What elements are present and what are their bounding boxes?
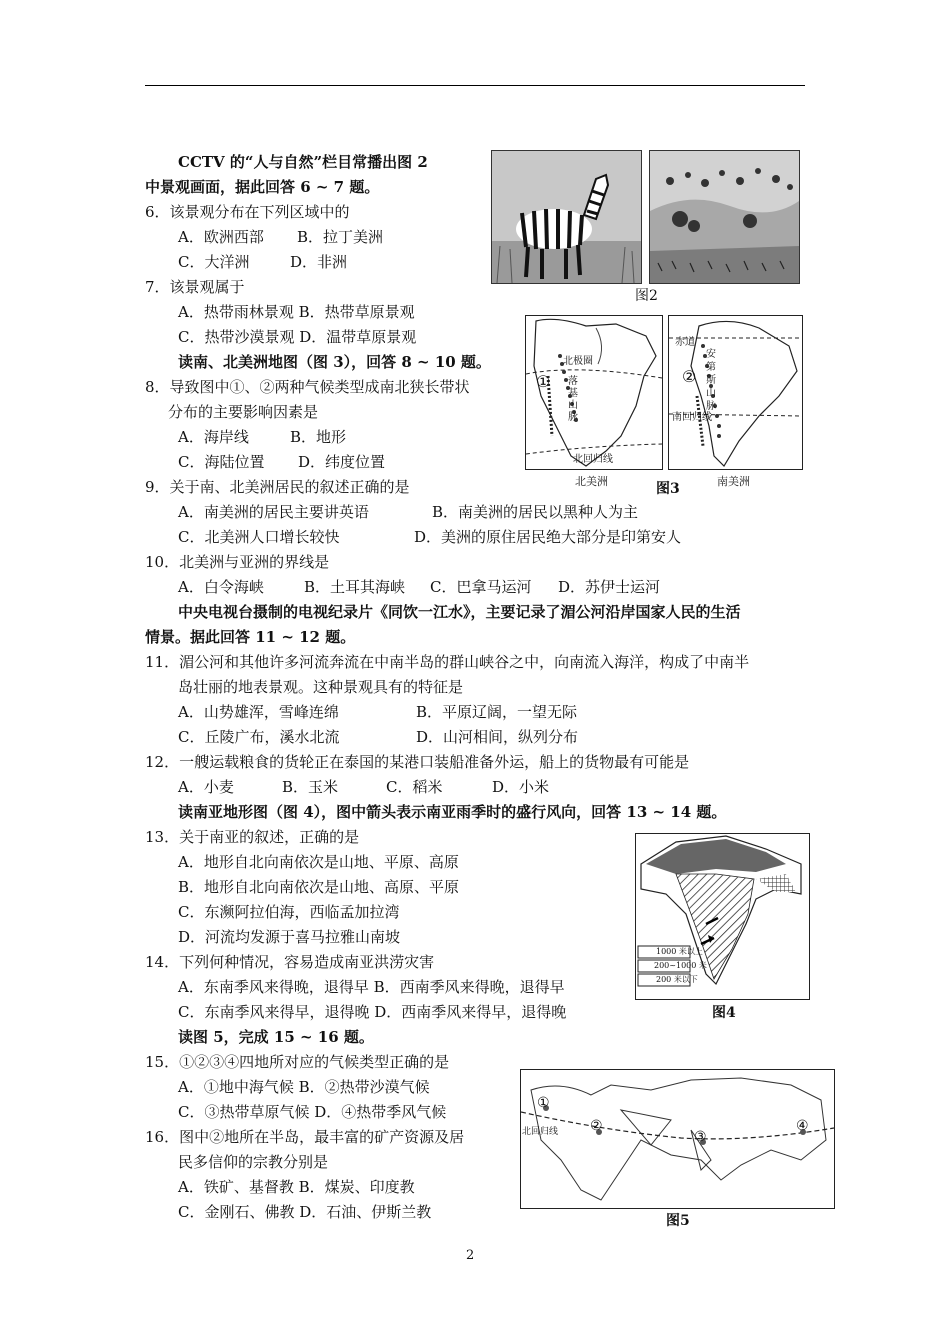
options-7ab: A．热带雨林景观 B．热带草原景观	[178, 303, 415, 321]
option-11b: B．平原辽阔，一望无际	[416, 703, 578, 721]
options-14ab: A．东南季风来得晚，退得早 B．西南季风来得晚，退得早	[178, 978, 565, 996]
legend-200-1000: 200~1000 米	[654, 961, 707, 970]
fig5-marker-3: ③	[694, 1129, 707, 1145]
question-6: 6．该景观分布在下列区域中的	[145, 203, 350, 221]
option-13d: D．河流均发源于喜马拉雅山南坡	[178, 928, 401, 946]
intro-q11-12: 中央电视台摄制的电视纪录片《同饮一江水》，主要记录了湄公河沿岸国家人民的生活	[178, 603, 741, 621]
arctic-circle-label: 北极圈	[563, 356, 593, 367]
options-15ab: A．①地中海气候 B．②热带沙漠气候	[178, 1078, 430, 1096]
question-16-cont: 民多信仰的宗教分别是	[178, 1153, 329, 1171]
question-8: 8．导致图中①、②两种气候类型成南北狭长带状	[145, 378, 470, 396]
marker-1-na: ①	[536, 372, 551, 391]
option-6b: B．拉丁美洲	[297, 228, 384, 246]
question-11: 11．湄公河和其他许多河流奔流在中南半岛的群山峡谷之中，向南流入海洋，构成了中南半	[145, 653, 750, 671]
option-13c: C．东濒阿拉伯海，西临孟加拉湾	[178, 903, 400, 921]
option-10a: A．白令海峡	[178, 578, 264, 596]
fig5-marker-2: ②	[590, 1118, 603, 1134]
savanna-photo	[649, 150, 800, 284]
north-america-map	[525, 315, 663, 470]
intro-q6-7-cont: 中景观画面，据此回答 6 ~ 7 题。	[145, 178, 380, 196]
intro-q13-14: 读南亚地形图（图 4），图中箭头表示南亚雨季时的盛行风向，回答 13 ~ 14 题。	[178, 803, 727, 821]
option-13b: B．地形自北向南依次是山地、高原、平原	[178, 878, 460, 896]
option-10b: B．土耳其海峡	[304, 578, 406, 596]
question-13: 13．关于南亚的叙述，正确的是	[145, 828, 360, 846]
intro-q8-10: 读南、北美洲地图（图 3），回答 8 ~ 10 题。	[178, 353, 491, 371]
south-america-label: 南美洲	[717, 475, 750, 488]
question-16: 16．图中②地所在半岛，最丰富的矿产资源及居	[145, 1128, 465, 1146]
figure-5-caption: 图5	[666, 1213, 690, 1229]
options-16cd: C．金刚石、佛教 D．石油、伊斯兰教	[178, 1203, 432, 1221]
option-6c: C．大洋洲	[178, 253, 250, 271]
question-15: 15．①②③④四地所对应的气候类型正确的是	[145, 1053, 450, 1071]
question-14: 14．下列何种情况，容易造成南亚洪涝灾害	[145, 953, 435, 971]
page-number: 2	[466, 1248, 475, 1263]
equator-label: 赤道	[675, 337, 695, 348]
options-7cd: C．热带沙漠景观 D．温带草原景观	[178, 328, 417, 346]
fig5-tropic-label: 北回归线	[522, 1127, 559, 1137]
option-8c: C．海陆位置	[178, 453, 265, 471]
option-9a: A．南美洲的居民主要讲英语	[178, 503, 369, 521]
options-14cd: C．东南季风来得早，退得晚 D．西南季风来得早，退得晚	[178, 1003, 567, 1021]
option-8b: B．地形	[290, 428, 347, 446]
option-8a: A．海岸线	[178, 428, 249, 446]
legend-below-200: 200 米以下	[656, 975, 698, 984]
question-9: 9．关于南、北美洲居民的叙述正确的是	[145, 478, 410, 496]
option-12d: D．小米	[492, 778, 550, 796]
andes-label: 安第斯山脉	[706, 349, 716, 412]
question-11-cont: 岛壮丽的地表景观。这种景观具有的特征是	[178, 678, 464, 696]
fig5-marker-1: ①	[537, 1095, 550, 1111]
option-8d: D．纬度位置	[298, 453, 386, 471]
question-10: 10．北美洲与亚洲的界线是	[145, 553, 330, 571]
option-6a: A．欧洲西部	[178, 228, 264, 246]
marker-2-sa: ②	[682, 367, 697, 386]
option-12a: A．小麦	[178, 778, 234, 796]
option-6d: D．非洲	[290, 253, 348, 271]
option-9b: B．南美洲的居民以黑种人为主	[432, 503, 639, 521]
header-rule	[145, 85, 805, 86]
option-9d: D．美洲的原住居民绝大部分是印第安人	[414, 528, 682, 546]
legend-above-1000: 1000 米以上	[656, 947, 703, 956]
rocky-mountains-label: 落基山脉	[568, 376, 578, 423]
figure-4-caption: 图4	[712, 1005, 736, 1021]
tropic-cancer-label: 北回归线	[573, 454, 613, 465]
option-11c: C．丘陵广布，溪水北流	[178, 728, 340, 746]
option-11d: D．山河相间，纵列分布	[416, 728, 579, 746]
options-15cd: C．③热带草原气候 D．④热带季风气候	[178, 1103, 447, 1121]
option-9c: C．北美洲人口增长较快	[178, 528, 340, 546]
figure-3-caption: 图3	[656, 481, 680, 497]
option-10d: D．苏伊士运河	[558, 578, 661, 596]
fig5-marker-4: ④	[796, 1118, 809, 1134]
question-7: 7．该景观属于	[145, 278, 245, 296]
intro-q15-16: 读图 5，完成 15 ~ 16 题。	[178, 1028, 374, 1046]
intro-q6-7: CCTV 的“人与自然”栏目常播出图 2	[178, 153, 428, 171]
zebra-photo	[491, 150, 642, 284]
option-12c: C．稻米	[386, 778, 443, 796]
option-12b: B．玉米	[282, 778, 339, 796]
tropic-capricorn-label: 南回归线	[672, 412, 712, 423]
option-13a: A．地形自北向南依次是山地、平原、高原	[178, 853, 459, 871]
options-16ab: A．铁矿、基督教 B．煤炭、印度教	[178, 1178, 415, 1196]
option-10c: C．巴拿马运河	[430, 578, 532, 596]
world-map-fig5	[520, 1069, 835, 1209]
north-america-label: 北美洲	[575, 475, 608, 488]
question-8-cont: 分布的主要影响因素是	[168, 403, 319, 421]
option-11a: A．山势雄浑，雪峰连绵	[178, 703, 339, 721]
figure-2-caption: 图2	[635, 288, 658, 304]
intro-q11-12-cont: 情景。据此回答 11 ~ 12 题。	[145, 628, 356, 646]
question-12: 12．一艘运载粮食的货轮正在泰国的某港口装船准备外运，船上的货物最有可能是	[145, 753, 690, 771]
